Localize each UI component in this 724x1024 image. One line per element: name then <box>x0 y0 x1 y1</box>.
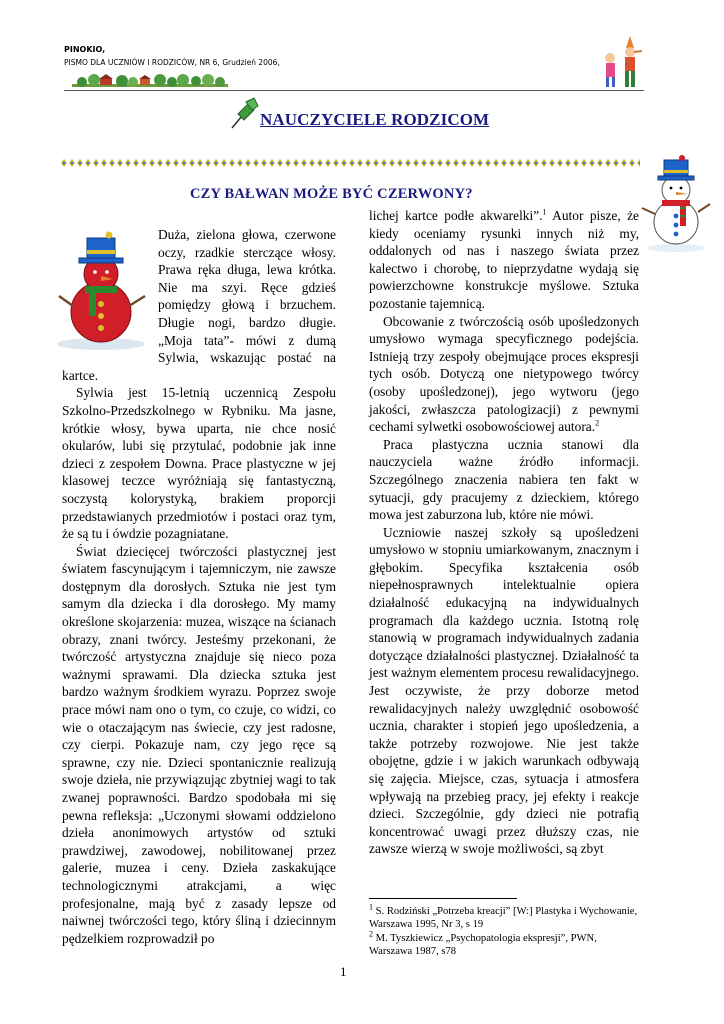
illustration-spacer <box>62 226 158 356</box>
footnote-1-text: S. Rodziński „Potrzeba kreacji” [W:] Plastyka i Wychowanie, Warszawa 1995, Nr 3, s 19 <box>369 906 638 930</box>
section-title: NAUCZYCIELE RODZICOM <box>260 110 490 129</box>
decorative-divider <box>60 158 640 168</box>
article-column-left <box>62 226 336 947</box>
paragraph-4-start: lichej kartce podłe akwarelki”. <box>369 208 543 223</box>
paragraph-6: Praca plastyczna ucznia stanowi dla nauczyciela ważne źródło informacji. Szczególnego znaczenia nabiera ten fakt w sytuacji, gdy pracujemy z dzieckiem, którego mowa jest zaburzona lub, które nie mówi. <box>369 436 639 523</box>
footnote-1 <box>369 902 639 931</box>
magazine-name: PINOKIO, <box>64 45 106 54</box>
page-number: 1 <box>340 964 347 979</box>
paragraph-5 <box>369 313 639 436</box>
header-rule <box>64 90 644 91</box>
footnote-1-number: 1 <box>369 902 373 912</box>
paragraph-4-rest: Autor pisze, że kiedy oceniamy rysunki innych niż my, oddalonych od nas i naszego świata przez kalectwo i chorobę, to nieprzydatne wydają się powierzchowne konstrukcje myślowe. Sztuka pozostanie tajemnicą. <box>369 208 639 311</box>
article-headline: CZY BAŁWAN MOŻE BYĆ CZERWONY? <box>190 186 473 202</box>
magazine-subtitle: PISMO DLA UCZNIÓW I RODZICÓW, NR 6, Grudzień 2006, <box>64 58 280 67</box>
footnote-ref-1[interactable]: 1 <box>542 207 547 217</box>
paragraph-1: Duża, zielona głowa, czerwone oczy, rzadkie sterczące włosy. Prawa ręka długa, lewa krótka. Nie ma szyi. Ręce gdzieś pomiędzy głową i brzuchem. Długie nogi, bardzo długie. „Moja tata”- mówi z dumą Sylwia, wskazując postać na kartce. <box>62 227 336 383</box>
footnote-2-text: M. Tyszkiewicz „Psychopatologia ekspresji”, PWN, Warszawa 1987, s78 <box>369 933 597 957</box>
paragraph-2: Sylwia jest 15-letnią uczennicą Zespołu Szkolno-Przedszkolnego w Rybniku. Ma jasne, krótkie włosy, bywa uparta, nie chce nosić okularów, lubi się przytulać, podobnie jak inne dzieci z zespołem Downa. Prace plastyczne w jej klasowej teczce wyróżniają się fantastyczną, soczystą kolorystyką, brakiem proporcji przedstawianych przedmiotów i postaci oraz tym, że są tu i ówdzie pozagniatane. <box>62 385 336 542</box>
footnote-2-number: 2 <box>369 929 373 939</box>
masthead <box>64 43 280 69</box>
snowman-illustration-right <box>640 152 712 252</box>
footnote-ref-2[interactable]: 2 <box>595 418 600 428</box>
footnotes <box>369 902 639 959</box>
paragraph-7: Uczniowie naszej szkoły są upośledzeni umysłowo w stopniu umiarkowanym, znacznym i głębokim. Specyfika kształcenia osób niepełnosprawnych intelektualnie opiera działalność edukacyjną na indywidualnych programach dla każdego ucznia. Istotną rolę stanowią w programach indywidualnych zadania dotyczące działalności plastycznej. Działalność ta jest ważnym elementem procesu rewalidacyjnego. Jest oczywiste, że przy doborze metod rewalidacyjnych należy uwzględnić osobowość ucznia, charakter i stopień jego upośledzenia, a także potrzeby rozwojowe. Nie jest także obojętne, gdzie i w jakich warunkach odbywają się zajęcia. Miejsce, czas, sytuacja i atmosfera wpływają na przebieg pracy, jej efekty i reakcje dzieci. Szczególnie, gdy dzieci nie potrafią koncentrować uwagi przez dłuższy czas, nie zawsze wierzą w swoje możliwości, są zbyt <box>369 524 639 857</box>
footnote-rule <box>369 898 517 899</box>
article-column-right <box>369 207 639 858</box>
paragraph-5-text: Obcowanie z twórczością osób upośledzonych umysłowo wymaga specyficznego podejścia. Istnieją trzy zespoły obejmujące proces ekspresji tych osób. Dotyczą one nietypowego twórcy (osoby upośledzonej), jego wytworu (jego jakości, zwłaszcza patologizacji) z pewnymi cechami sylwetki osobowościowej autora. <box>369 313 639 435</box>
paragraph-4 <box>369 207 639 313</box>
paragraph-3: Świat dziecięcej twórczości plastycznej jest światem fascynującym i tajemniczym, nie zawsze dostępnym dla dorosłych. Sztuka nie jest tym samym dla dziecka i dla dorosłego. My mamy określone skojarzenia: muzea, wiszące na ścianach obrazy, znani twórcy. Jesteśmy przekonani, że twórczość artystyczna znajduje się nieco poza ważnymi sprawami. Dla dziecka sztuka jest bardzo ważnym środkiem wyrazu. Poprzez swoje prace mówi nam ono o tym, co czuje, co widzi, co wie o otaczającym nas świecie, czy jest radosne, czy cierpi. Pokazuje nam, czy jego ręce są sprawne, czy nie. Dzieci spontanicznie realizują swoje dzieła, nie przywiązując zbytniej wagi to tak zwanej poprawności. Bardzo spodobała mi się pewna refleksja: „Uczonymi słowami oddzielono dzieła anonimowych artystów od sztuki prawdziwej, zawodowej, nobilitowanej przez galerie, muzea i ceny. Dzieła zaskakujące technologicznymi atrakcjami, a więc profesjonalne, mają być z zasady lepsze od naiwnej twórczości tego, który śliną i dziecinnym pędzelkiem rozprowadził po <box>62 543 336 946</box>
pinocchio-kids-illustration <box>596 34 646 92</box>
footnote-2 <box>369 929 639 958</box>
trees-illustration <box>70 70 230 92</box>
pushpin-icon <box>226 96 260 132</box>
